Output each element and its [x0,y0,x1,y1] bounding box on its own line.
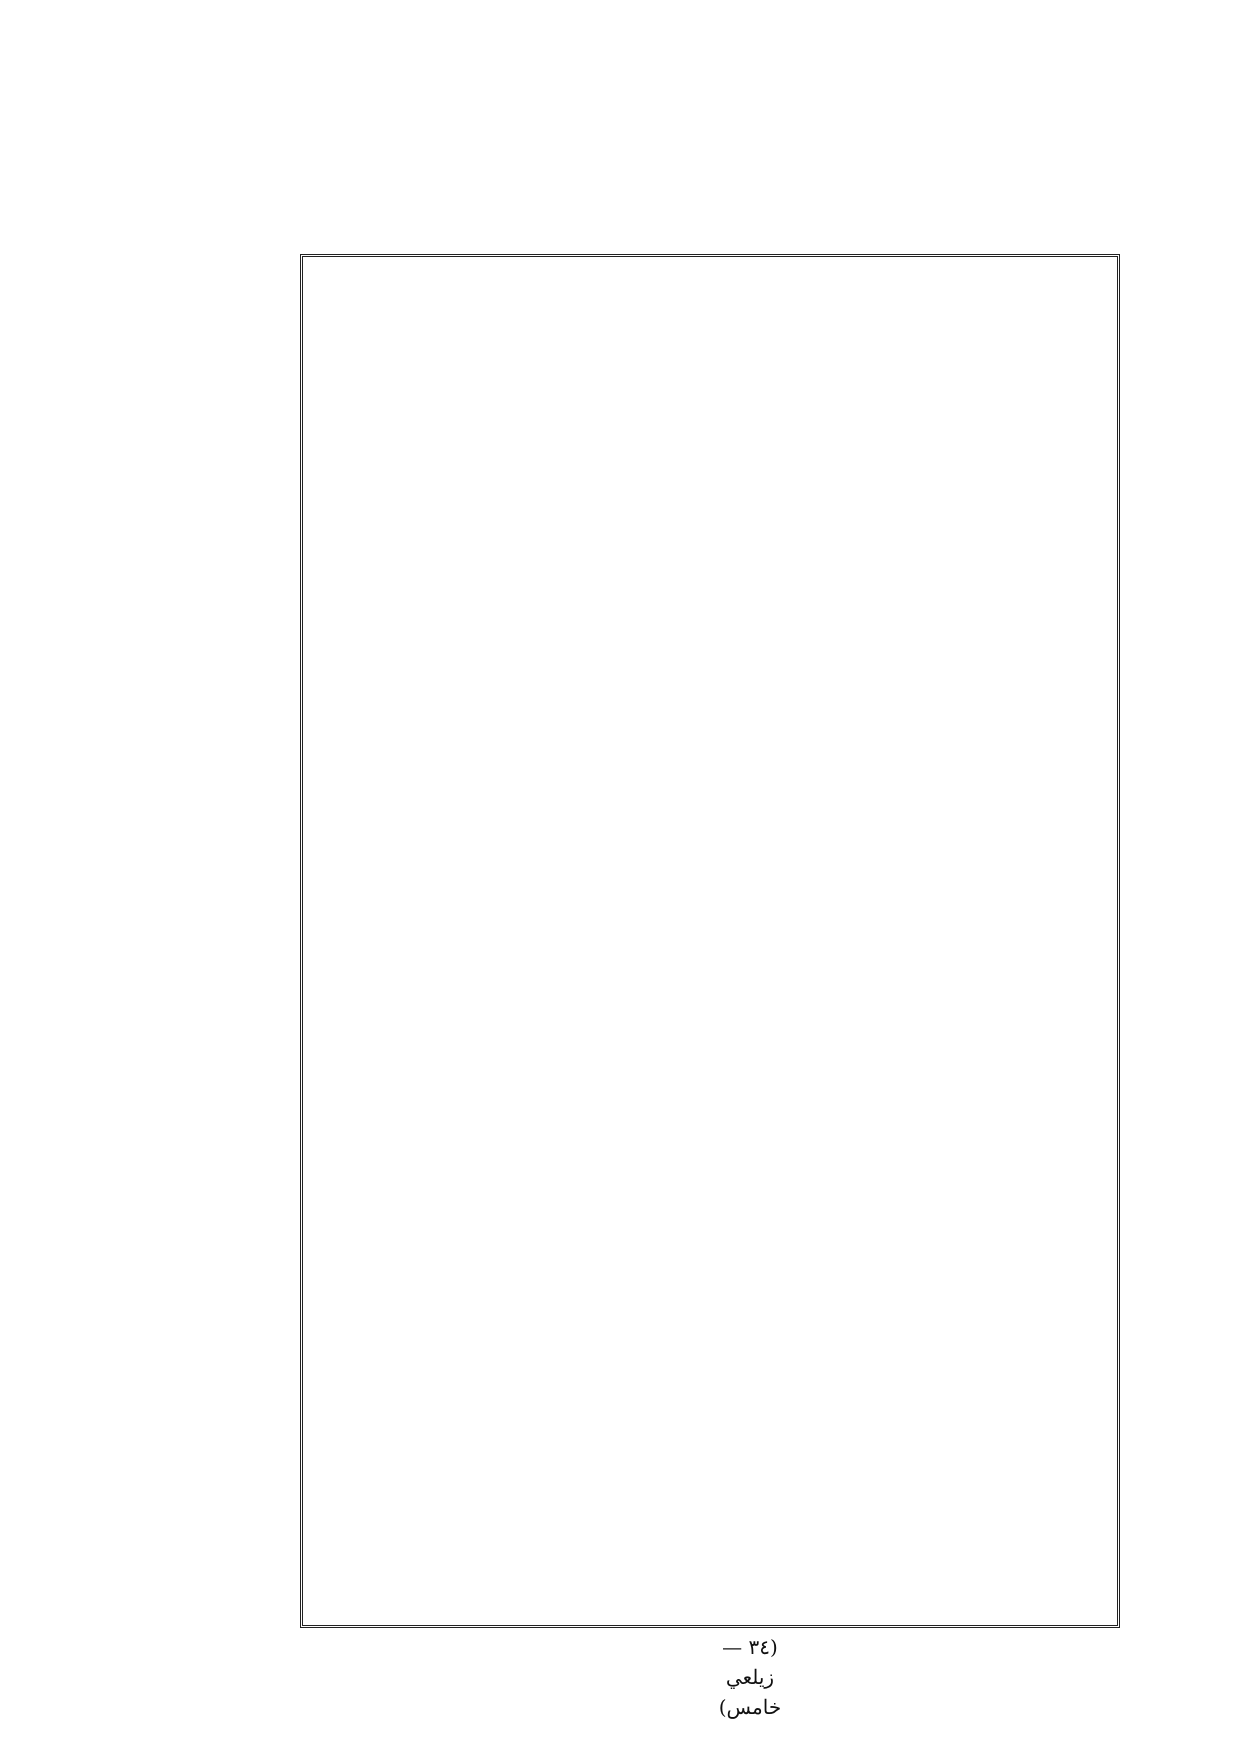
top-gloss [98,100,1118,252]
bottom-gloss [98,1632,1118,1732]
main-text [306,260,1114,1622]
side-gloss [96,254,292,1628]
page-number: (٣٤ — زيلعي خامس) [718,1635,782,1719]
